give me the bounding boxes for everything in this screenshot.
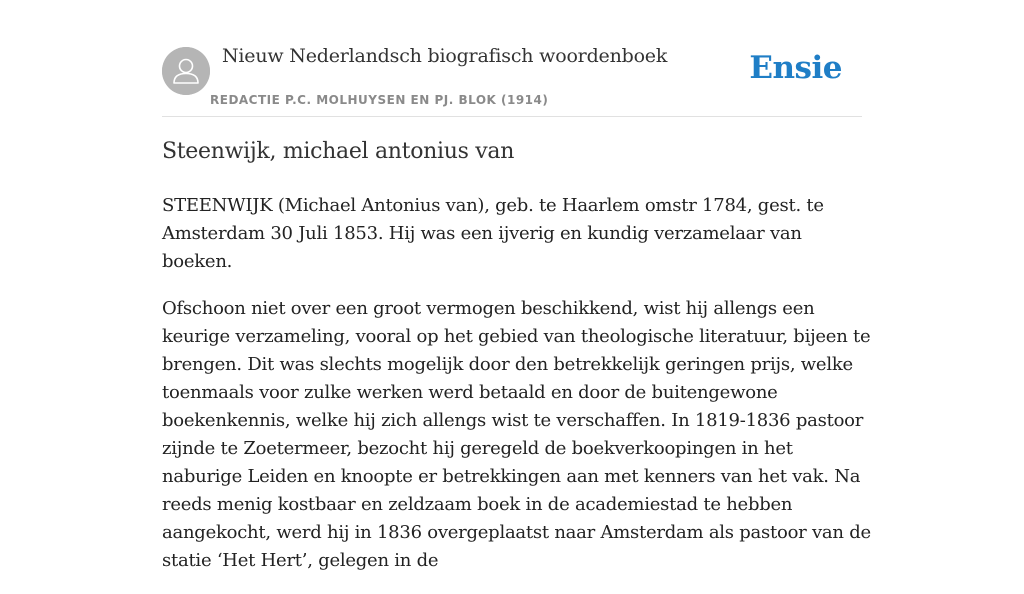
entry-body	[162, 192, 872, 594]
ensie-logo[interactable]: Ensie	[749, 50, 842, 86]
book-title[interactable]: Nieuw Nederlandsch biografisch woordenboek	[222, 45, 668, 67]
user-avatar-icon[interactable]	[162, 47, 210, 95]
entry-title: Steenwijk, michael antonius van	[162, 139, 515, 164]
book-editors: REDACTIE P.C. MOLHUYSEN EN PJ. BLOK (1914)	[210, 93, 549, 107]
header	[162, 0, 862, 117]
entry-paragraph: Ofschoon niet over een groot vermogen beschikkend, wist hij allengs een keurige verzameling, vooral op het gebied van theologische literatuur, bijeen te brengen. Dit was slechts mogelijk door den betrekkelijk geringen prijs, welke toenmaals voor zulke werken werd betaald en door de buitengewone boekenkennis, welke hij zich allengs wist te verschaffen. In 1819-1836 pastoor zijnde te Zoetermeer, bezocht hij geregeld de boekverkoopingen in het naburige Leiden en knoopte er betrekkingen aan met kenners van het vak. Na reeds menig kostbaar en zeldzaam boek in de academiestad te hebben aangekocht, werd hij in 1836 overgeplaatst naar Amsterdam als pastoor van de statie ‘Het Hert’, gelegen in de	[162, 298, 871, 571]
entry-paragraph: STEENWIJK (Michael Antonius van), geb. te Haarlem omstr 1784, gest. te Amsterdam 30 Juli 1853. Hij was een ijverig en kundig verzamelaar van boeken.	[162, 195, 824, 272]
